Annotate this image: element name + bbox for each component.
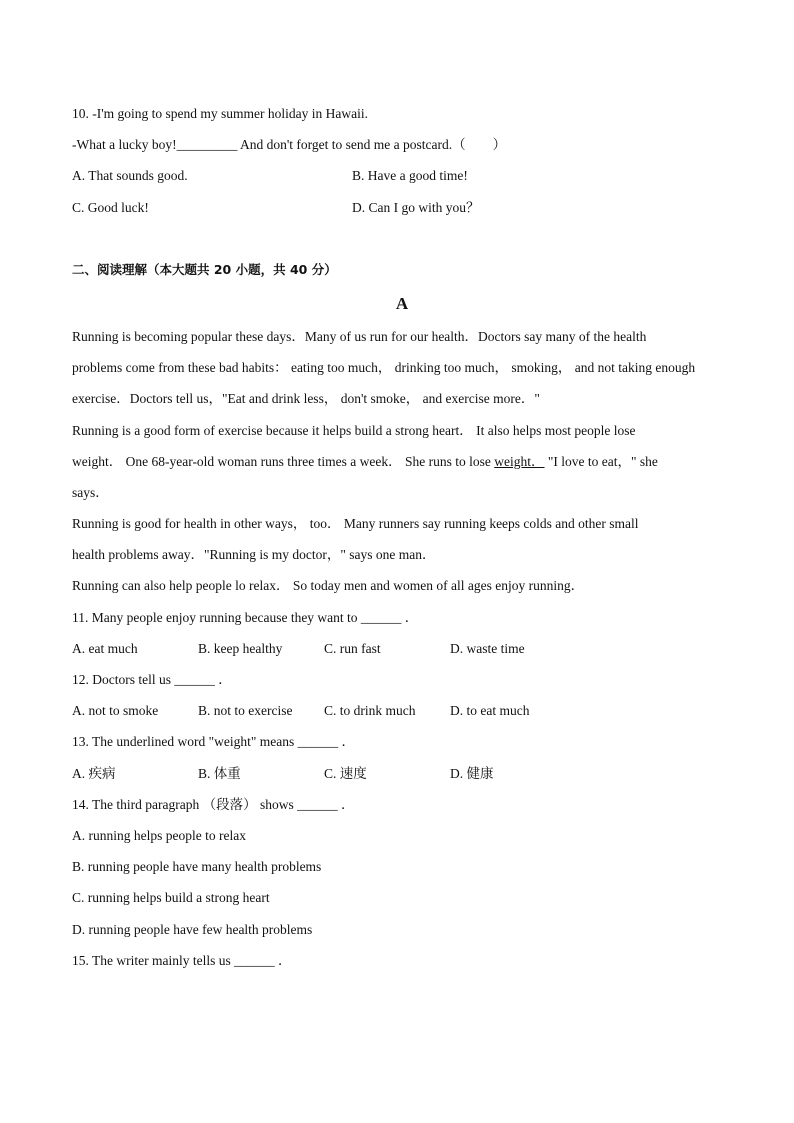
passage-text: weight． One 68-year-old woman runs three times a week． She runs to lose xyxy=(72,453,495,469)
passage-p4-line-1: Running can also help people lo relax． So today men and women of all ages enjoy running． xyxy=(72,578,585,594)
q14-option-b: B. running people have many health problems xyxy=(72,859,322,875)
q12-option-a: A. not to smoke xyxy=(72,703,159,719)
passage-p2-line-2 xyxy=(72,452,732,483)
q11-option-d: D. waste time xyxy=(450,640,525,656)
q12-option-d: D. to eat much xyxy=(450,703,530,719)
q11-option-a: A. eat much xyxy=(72,640,138,656)
q13-stem: 13. The underlined word "weight" means ______ ． xyxy=(72,734,355,750)
passage-p2-line-1: Running is a good form of exercise because it helps build a strong heart． It also helps most people lose xyxy=(72,422,636,438)
passage-p3-line-1: Running is good for health in other ways， too． Many runners say running keeps colds and other small xyxy=(72,516,639,532)
q14-option-c: C. running helps build a strong heart xyxy=(72,890,270,906)
q10-line-1: 10. -I'm going to spend my summer holiday in Hawaii. xyxy=(72,106,369,121)
exam-page xyxy=(72,104,732,982)
passage-p3-line-2: health problems away．"Running is my doctor，" says one man． xyxy=(72,547,436,563)
q10-option-c: C. Good luck! xyxy=(72,199,149,215)
q15-stem: 15. The writer mainly tells us ______ ． xyxy=(72,952,292,968)
q13-option-c: C. 速度 xyxy=(324,765,367,781)
q12-option-b: B. not to exercise xyxy=(198,703,293,719)
q12-options xyxy=(72,701,732,732)
passage-p2-line-3: says． xyxy=(72,484,109,500)
q13-option-a: A. 疾病 xyxy=(72,765,116,781)
passage-label: A xyxy=(395,293,409,313)
passage-p1-line-1: Running is becoming popular these days．Many of us run for our health．Doctors say many of the health xyxy=(72,328,647,344)
q11-option-c: C. run fast xyxy=(324,640,381,656)
q11-stem: 11. Many people enjoy running because they want to ______ ． xyxy=(72,609,419,625)
q10-options-row-2 xyxy=(72,198,732,229)
q13-option-d: D. 健康 xyxy=(450,765,494,781)
q14-option-a: A. running helps people to relax xyxy=(72,827,246,843)
q14-stem: 14. The third paragraph （段落） shows ______ ． xyxy=(72,796,355,812)
q11-option-b: B. keep healthy xyxy=(198,640,283,656)
q10-options-row-1 xyxy=(72,166,732,197)
passage-text: "I love to eat，" she xyxy=(544,453,658,469)
q13-options xyxy=(72,764,732,795)
q10-option-b: B. Have a good time! xyxy=(352,168,468,184)
q10-option-d: D. Can I go with you？ xyxy=(352,199,480,215)
q12-stem: 12. Doctors tell us ______ ． xyxy=(72,672,232,687)
q10-option-a: A. That sounds good. xyxy=(72,168,188,184)
q12-option-c: C. to drink much xyxy=(324,703,416,719)
q10-line-2: -What a lucky boy!_________ And don't forget to send me a postcard.（ ） xyxy=(72,137,507,153)
passage-p1-line-2: problems come from these bad habits： eating too much， drinking too much， smoking， and not taking enough xyxy=(72,360,696,376)
passage-p1-line-3: exercise．Doctors tell us，"Eat and drink less， don't smoke， and exercise more．" xyxy=(72,391,540,407)
underlined-word: weight． xyxy=(494,453,545,469)
q11-options xyxy=(72,639,732,670)
section-heading: 二、阅读理解（本大题共 20 小题，共 40 分） xyxy=(72,261,337,277)
q14-option-d: D. running people have few health problems xyxy=(72,921,313,937)
q13-option-b: B. 体重 xyxy=(198,765,241,781)
